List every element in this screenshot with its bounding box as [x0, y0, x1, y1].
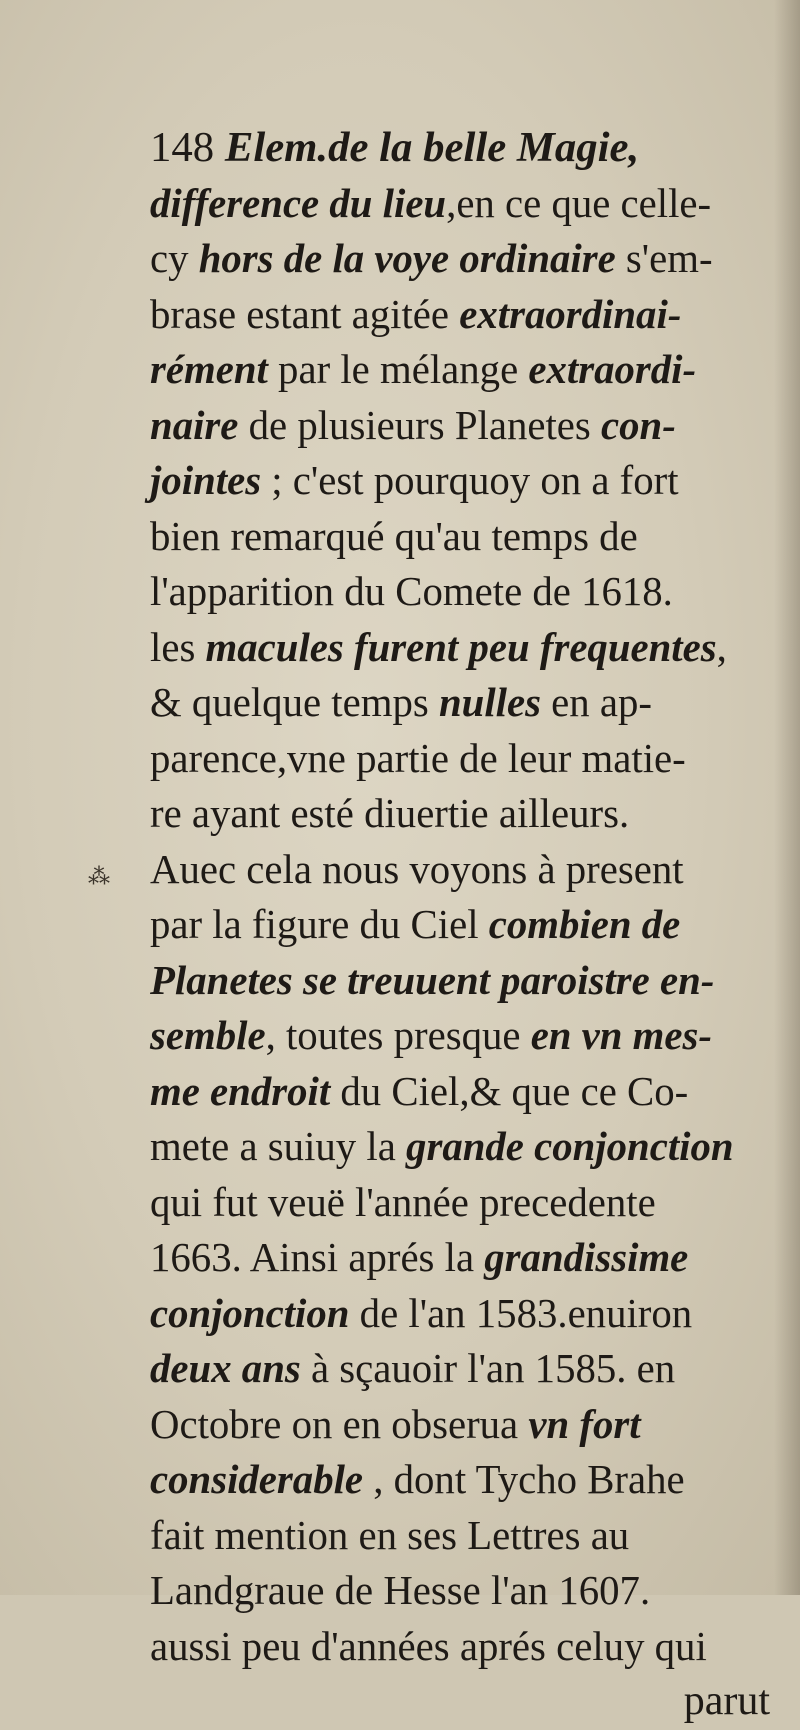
italic-segment: extraordi-	[528, 347, 697, 392]
italic-segment: deux ans	[150, 1346, 301, 1391]
italic-segment: jointes	[150, 458, 262, 503]
text-line	[150, 1175, 790, 1231]
text-line	[150, 342, 790, 398]
italic-segment: considerable	[150, 1457, 364, 1502]
roman-segment: par le mélange	[267, 347, 529, 392]
roman-segment: 1663. Ainsi aprés la	[150, 1235, 485, 1280]
roman-segment: mete a suiuy la	[150, 1124, 407, 1169]
text-line	[150, 1286, 790, 1342]
text-line	[150, 897, 790, 953]
roman-segment: bien remarqué qu'au temps de	[150, 513, 638, 559]
italic-segment: naire	[150, 402, 239, 448]
roman-segment: s'em-	[615, 236, 713, 281]
italic-segment: grandissime	[484, 1235, 689, 1280]
roman-segment: en ap-	[540, 680, 652, 725]
italic-segment: vn fort	[528, 1401, 641, 1447]
text-line	[150, 398, 790, 454]
roman-segment: aussi peu d'années aprés celuy qui	[150, 1623, 707, 1669]
italic-segment: conjonction	[150, 1290, 350, 1336]
text-line	[150, 1230, 790, 1286]
roman-segment: parence,vne partie de leur matie-	[150, 735, 686, 781]
roman-segment: & quelque temps	[150, 680, 439, 725]
roman-segment: l'apparition du Comete de 1618.	[150, 569, 673, 614]
italic-segment: hors de la voye ordinaire	[198, 236, 616, 281]
italic-segment: grande conjonction	[406, 1124, 734, 1169]
italic-segment: nulles	[438, 680, 541, 725]
roman-segment: re ayant esté diuertie ailleurs.	[150, 791, 630, 836]
italic-segment: en vn mes-	[530, 1013, 712, 1058]
roman-segment: qui fut veuë l'année precedente	[150, 1179, 656, 1225]
text-line	[150, 1619, 790, 1675]
page-text	[150, 120, 790, 1729]
italic-segment: difference du lieu	[150, 180, 447, 226]
roman-segment: cy	[150, 236, 199, 281]
italic-segment: rément	[150, 347, 268, 392]
roman-segment: ; c'est pourquoy on a fort	[261, 458, 679, 503]
catchword: parut	[683, 1678, 770, 1724]
text-line	[150, 287, 790, 343]
italic-segment: semble	[150, 1013, 266, 1058]
text-line	[150, 675, 790, 731]
roman-segment: Landgraue de Hesse l'an 1607.	[150, 1568, 651, 1613]
text-line	[150, 1508, 790, 1564]
roman-segment: ,	[716, 624, 727, 670]
italic-segment: macules furent peu frequentes	[205, 624, 717, 670]
text-line	[150, 564, 790, 620]
text-line	[150, 509, 790, 565]
text-line	[150, 1064, 790, 1120]
roman-segment: Auec cela nous voyons à present	[150, 846, 684, 892]
text-line	[150, 1008, 790, 1064]
text-line	[150, 620, 790, 676]
roman-segment: Octobre on en obserua	[150, 1401, 529, 1447]
text-line	[150, 1397, 790, 1453]
text-line	[150, 453, 790, 509]
text-line	[150, 842, 790, 898]
body-lines	[150, 176, 790, 1675]
roman-segment: de plusieurs Planetes	[238, 402, 601, 448]
running-header	[150, 120, 790, 176]
text-line	[150, 731, 790, 787]
roman-segment: les	[150, 624, 206, 670]
roman-segment: à sçauoir l'an 1585. en	[300, 1346, 676, 1391]
roman-segment: brase estant agitée	[150, 291, 460, 337]
roman-segment: de l'an 1583.enuiron	[349, 1290, 693, 1336]
page-number: 148	[150, 124, 215, 171]
text-line	[150, 1119, 790, 1175]
text-line	[150, 786, 790, 842]
roman-segment: par la figure du Ciel	[150, 902, 489, 947]
text-line	[150, 231, 790, 287]
text-line	[150, 953, 790, 1009]
text-line	[150, 1563, 790, 1619]
text-line	[150, 1341, 790, 1397]
italic-segment: me endroit	[150, 1068, 331, 1114]
roman-segment: , dont Tycho Brahe	[363, 1457, 685, 1502]
roman-segment: ,en ce que celle-	[446, 180, 712, 226]
margin-mark: ⁂	[88, 864, 110, 889]
italic-segment: combien de	[488, 902, 681, 947]
italic-segment: Planetes se treuuent paroistre en-	[150, 957, 715, 1003]
text-line	[150, 1452, 790, 1508]
italic-segment: extraordinai-	[459, 291, 682, 337]
roman-segment: fait mention en ses Lettres au	[150, 1512, 630, 1558]
roman-segment: du Ciel,& que ce Co-	[330, 1068, 689, 1114]
italic-segment: con-	[601, 402, 676, 448]
roman-segment: , toutes presque	[265, 1013, 531, 1058]
running-title: Elem.de la belle Magie,	[224, 124, 640, 171]
text-line	[150, 176, 790, 232]
